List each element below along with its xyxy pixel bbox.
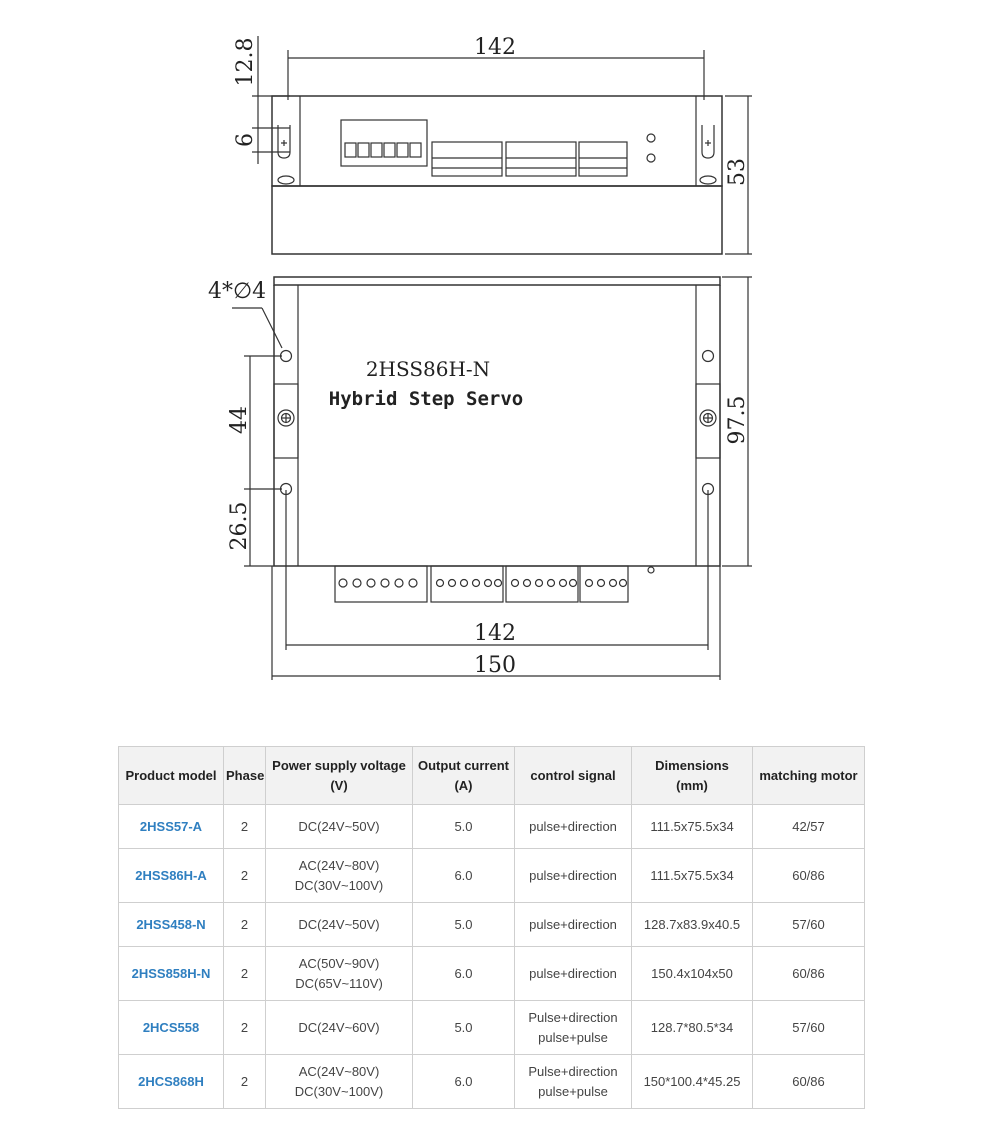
cell-dimensions: 111.5x75.5x34 [632,849,753,903]
side-view [252,36,752,254]
cell-signal: Pulse+direction pulse+pulse [515,1055,632,1109]
table-row [119,947,865,1001]
dim-hole-spacing: 44 [227,406,252,434]
front-view [232,277,752,680]
header-motor: matching motor [753,747,865,805]
header-phase: Phase [224,747,266,805]
table-row [119,903,865,947]
header-signal: control signal [515,747,632,805]
cell-phase: 2 [224,947,266,1001]
cell-signal: pulse+direction [515,805,632,849]
cell-current: 6.0 [413,947,515,1001]
cell-motor: 57/60 [753,1001,865,1055]
cell-dimensions: 128.7*80.5*34 [632,1001,753,1055]
table-row [119,849,865,903]
cell-signal: Pulse+direction pulse+pulse [515,1001,632,1055]
cell-model: 2HSS458-N [119,903,224,947]
cell-dimensions: 128.7x83.9x40.5 [632,903,753,947]
cell-model: 2HSS57-A [119,805,224,849]
table-row [119,805,865,849]
cell-dimensions: 150.4x104x50 [632,947,753,1001]
dim-hole-label: 4*∅4 [208,279,267,304]
cell-motor: 60/86 [753,947,865,1001]
header-current: Output current (A) [413,747,515,805]
cell-dimensions: 111.5x75.5x34 [632,805,753,849]
cell-voltage: DC(24V~60V) [266,1001,413,1055]
model-label: 2HSS86H-N [365,357,491,381]
cell-signal: pulse+direction [515,947,632,1001]
cell-current: 5.0 [413,805,515,849]
cell-voltage: DC(24V~50V) [266,903,413,947]
cell-voltage: DC(24V~50V) [266,805,413,849]
cell-phase: 2 [224,849,266,903]
subtitle-label: Hybrid Step Servo [328,388,524,410]
dim-body-height: 97.5 [725,395,750,445]
dim-ear-height: 12.8 [233,37,258,87]
cell-motor: 42/57 [753,805,865,849]
table-row [119,1055,865,1109]
cell-model: 2HCS868H [119,1055,224,1109]
dim-top-width: 142 [474,35,516,60]
cell-dimensions: 150*100.4*45.25 [632,1055,753,1109]
header-dimensions: Dimensions (mm) [632,747,753,805]
table-row [119,1001,865,1055]
cell-phase: 2 [224,805,266,849]
table-header-row [119,747,865,805]
cell-signal: pulse+direction [515,903,632,947]
cell-current: 5.0 [413,903,515,947]
cell-signal: pulse+direction [515,849,632,903]
cell-voltage: AC(24V~80V) DC(30V~100V) [266,1055,413,1109]
dim-bottom-offset: 26.5 [227,501,252,551]
dim-bottom-inner: 142 [474,621,516,646]
cell-voltage: AC(50V~90V) DC(65V~110V) [266,947,413,1001]
header-model: Product model [119,747,224,805]
cell-phase: 2 [224,903,266,947]
dim-hole-offset: 6 [233,133,258,147]
cell-phase: 2 [224,1055,266,1109]
cell-model: 2HCS558 [119,1001,224,1055]
cell-current: 6.0 [413,849,515,903]
cell-phase: 2 [224,1001,266,1055]
dim-side-height: 53 [725,158,750,186]
cell-current: 5.0 [413,1001,515,1055]
dim-bottom-outer: 150 [474,653,516,678]
cell-voltage: AC(24V~80V) DC(30V~100V) [266,849,413,903]
cell-model: 2HSS86H-A [119,849,224,903]
cell-model: 2HSS858H-N [119,947,224,1001]
cell-motor: 60/86 [753,1055,865,1109]
cell-motor: 57/60 [753,903,865,947]
cell-motor: 60/86 [753,849,865,903]
spec-table [118,746,865,1109]
header-voltage: Power supply voltage (V) [266,747,413,805]
cell-current: 6.0 [413,1055,515,1109]
